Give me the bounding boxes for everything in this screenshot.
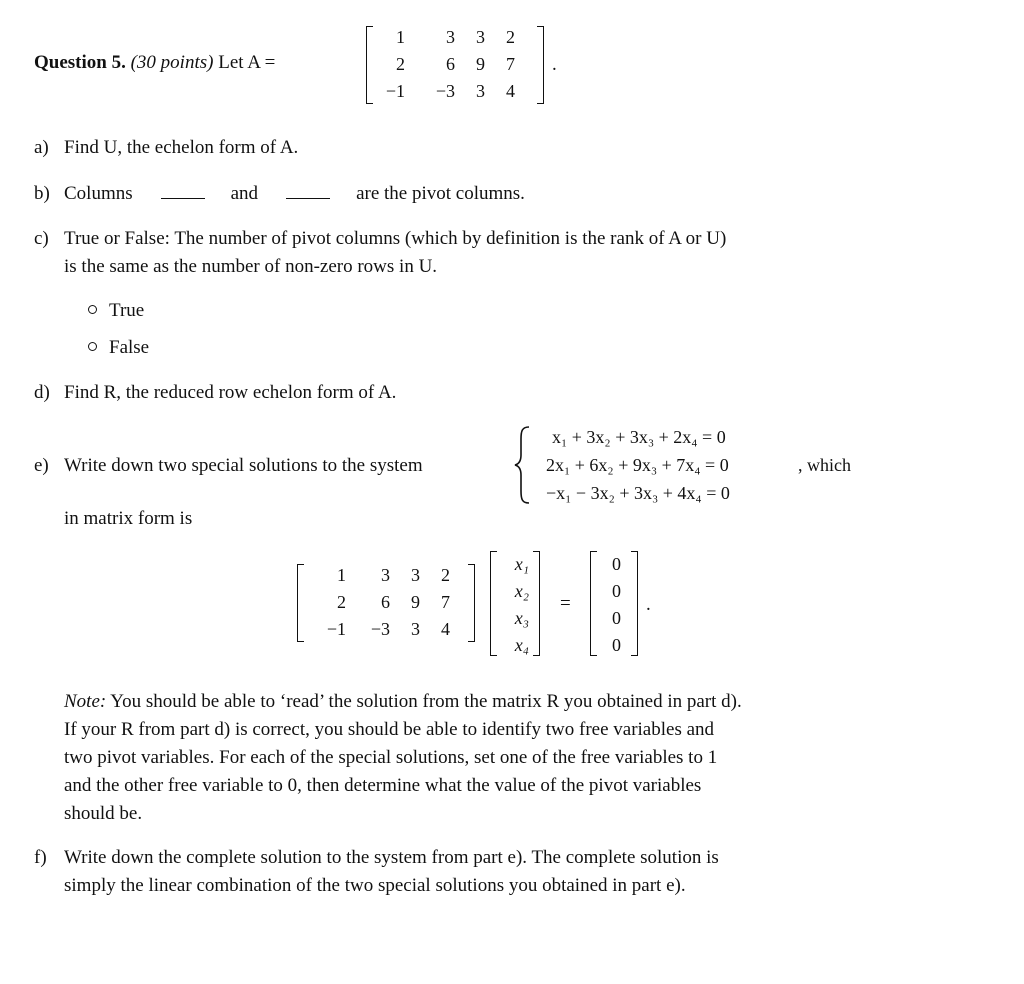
matrix-a-cell: 6 bbox=[446, 54, 455, 74]
part-c-line-1: True or False: The number of pivot columns (which by definition is the rank of A or U) bbox=[64, 228, 727, 249]
note-line-3: two pivot variables. For each of the special solutions, set one of the free variables to 1 bbox=[64, 747, 718, 768]
matrix-a-cell: 9 bbox=[476, 54, 485, 74]
matrix-a-cell: 2 bbox=[396, 54, 405, 74]
part-b-text bbox=[64, 183, 525, 205]
note-label: Note: bbox=[64, 691, 107, 712]
vector-x bbox=[490, 551, 540, 656]
part-a-label: a) bbox=[34, 137, 49, 158]
vector-zero-cell: 0 bbox=[612, 608, 621, 628]
matrix-a-cell: −1 bbox=[385, 81, 405, 101]
radio-false-label: False bbox=[109, 337, 150, 358]
question-intro: Let A = bbox=[218, 52, 276, 73]
vector-zero bbox=[590, 551, 638, 656]
matrix-a-cell: 4 bbox=[506, 81, 515, 101]
coefficient-matrix-cell: 6 bbox=[381, 592, 390, 612]
matrix-a-cell: 3 bbox=[446, 27, 455, 47]
part-b-label: b) bbox=[34, 183, 50, 204]
matrix-a-cell: −3 bbox=[435, 81, 455, 101]
vector-zero-cell: 0 bbox=[612, 581, 621, 601]
vector-zero-cell: 0 bbox=[612, 635, 621, 655]
radio-true[interactable] bbox=[88, 300, 144, 322]
part-b-and: and bbox=[230, 183, 259, 204]
vector-zero-cell: 0 bbox=[612, 554, 621, 574]
part-b-pivot: are the pivot columns. bbox=[356, 183, 525, 204]
part-f-line-1: Write down the complete solution to the system from part e). The complete solution is bbox=[64, 847, 719, 868]
vector-x-cell: x₂ bbox=[514, 581, 529, 601]
left-brace-icon bbox=[512, 425, 534, 505]
note-line-1: You should be able to ‘read’ the solution from the matrix R you obtained in part d). bbox=[110, 691, 742, 712]
coefficient-matrix-cell: 4 bbox=[441, 619, 450, 639]
part-a-text: Find U, the echelon form of A. bbox=[64, 137, 299, 158]
note-line-4: and the other free variable to 0, then determine what the value of the pivot variables bbox=[64, 775, 702, 796]
part-c-line-2: is the same as the number of non-zero rows in U. bbox=[64, 256, 438, 277]
radio-circle-icon[interactable] bbox=[88, 342, 97, 351]
part-c-label: c) bbox=[34, 228, 49, 249]
coefficient-matrix-cell: 3 bbox=[381, 565, 390, 585]
matrix-eq-period: . bbox=[646, 594, 651, 615]
coefficient-matrix-cell: 9 bbox=[411, 592, 420, 612]
question-label: Question 5. bbox=[34, 52, 126, 73]
equation-1: x₁ + 3x₂ + 3x₃ + 2x₄ = 0 bbox=[552, 427, 726, 447]
matrix-a-cell: 7 bbox=[506, 54, 515, 74]
vector-x-cell: x₁ bbox=[514, 554, 529, 574]
note-line-2: If your R from part d) is correct, you should be able to identify two free variables and bbox=[64, 719, 715, 740]
question-points: (30 points) bbox=[130, 52, 214, 73]
part-d-label: d) bbox=[34, 382, 50, 403]
question-header bbox=[34, 52, 275, 74]
coefficient-matrix-cell: −1 bbox=[326, 619, 346, 639]
radio-false[interactable] bbox=[88, 337, 149, 359]
matrix-a-cell: 1 bbox=[396, 27, 405, 47]
part-e-text: Write down two special solutions to the system bbox=[64, 455, 423, 476]
part-f-label: f) bbox=[34, 847, 47, 868]
part-d-text: Find R, the reduced row echelon form of A. bbox=[64, 382, 397, 403]
coefficient-matrix-cell: 2 bbox=[337, 592, 346, 612]
part-e-label: e) bbox=[34, 455, 49, 476]
coefficient-matrix bbox=[297, 564, 475, 642]
coefficient-matrix-cell: 3 bbox=[411, 565, 420, 585]
equals-sign: = bbox=[560, 593, 571, 614]
part-e-matrix-intro: in matrix form is bbox=[64, 508, 193, 529]
vector-x-cell: x₄ bbox=[514, 635, 529, 655]
part-e-which: , which bbox=[798, 455, 851, 475]
radio-circle-icon[interactable] bbox=[88, 305, 97, 314]
vector-x-cell: x₃ bbox=[514, 608, 529, 628]
part-b-columns: Columns bbox=[64, 183, 133, 204]
equation-3: −x₁ − 3x₂ + 3x₃ + 4x₄ = 0 bbox=[546, 483, 730, 503]
matrix-a-cell: 3 bbox=[476, 81, 485, 101]
coefficient-matrix-cell: 3 bbox=[411, 619, 420, 639]
blank-column-1[interactable] bbox=[161, 184, 205, 199]
blank-column-2[interactable] bbox=[286, 184, 330, 199]
matrix-a-cell: 2 bbox=[506, 27, 515, 47]
coefficient-matrix-cell: 7 bbox=[441, 592, 450, 612]
coefficient-matrix-cell: −3 bbox=[370, 619, 390, 639]
coefficient-matrix-cell: 2 bbox=[441, 565, 450, 585]
coefficient-matrix-cell: 1 bbox=[337, 565, 346, 585]
note-line-5: should be. bbox=[64, 803, 143, 824]
note-paragraph bbox=[64, 688, 882, 828]
part-f-line-2: simply the linear combination of the two special solutions you obtained in part e). bbox=[64, 875, 686, 896]
equation-2: 2x₁ + 6x₂ + 9x₃ + 7x₄ = 0 bbox=[546, 455, 729, 475]
matrix-a-cell: 3 bbox=[476, 27, 485, 47]
matrix-a bbox=[366, 26, 544, 104]
matrix-a-period: . bbox=[552, 54, 557, 75]
radio-true-label: True bbox=[109, 300, 145, 321]
